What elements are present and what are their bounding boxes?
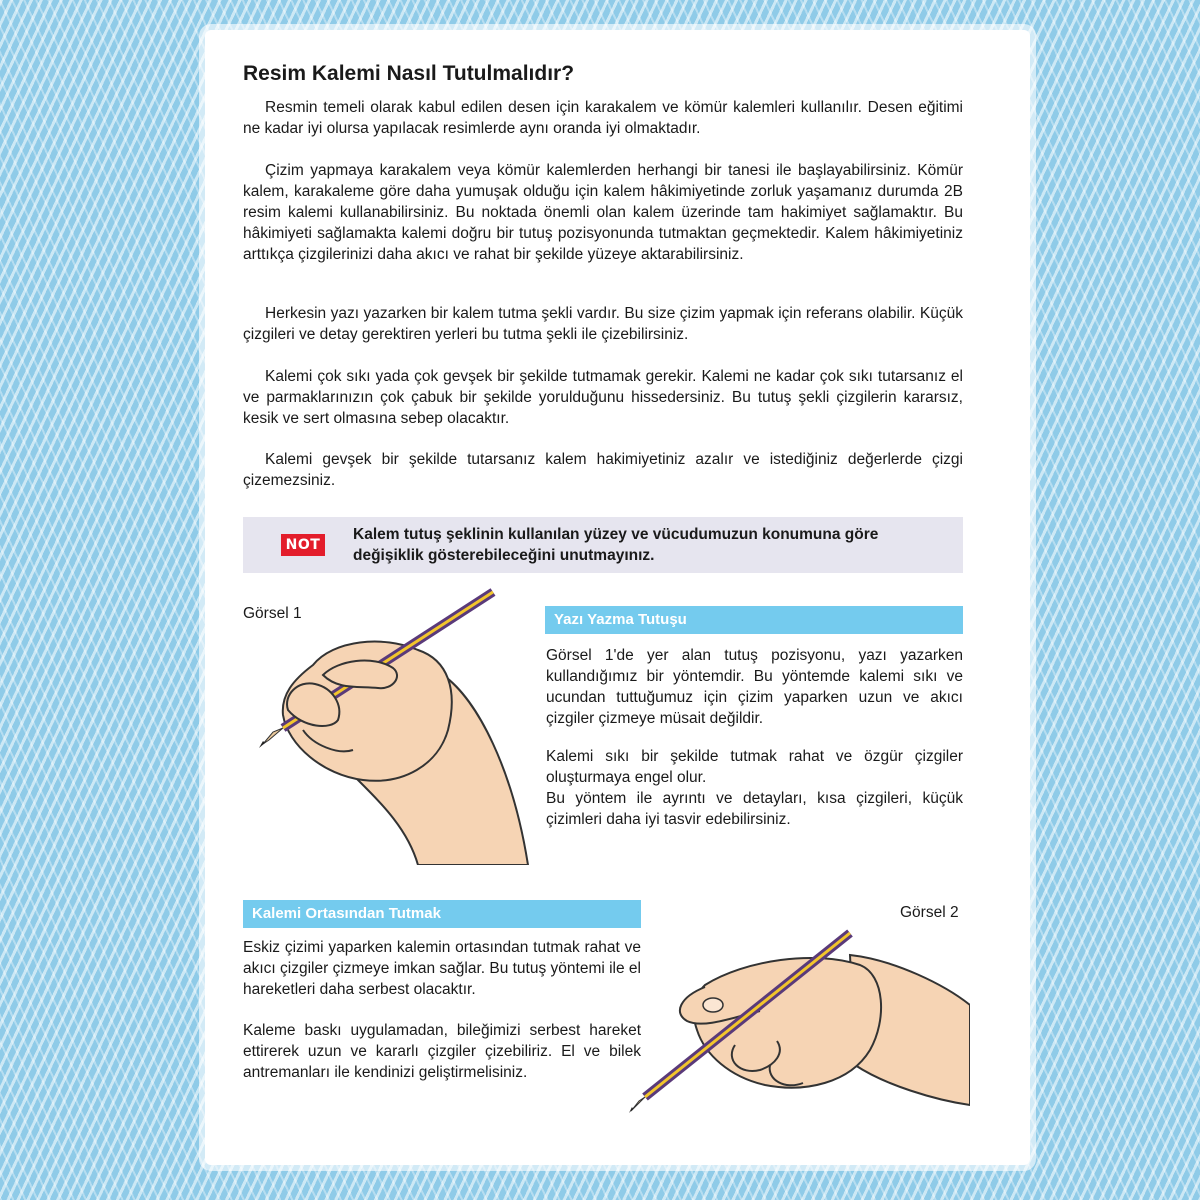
note-text: Kalem tutuş şeklinin kullanılan yüzey ve vücudumuzun konumuna göre değişiklik gösterebileceğini unutmayınız. (353, 526, 879, 564)
figure-1-text-c: Bu yöntem ile ayrıntı ve detayları, kısa çizgileri, küçük çizimleri daha iyi tasvir edebilirsiniz. (546, 790, 963, 828)
paragraph-3: Herkesin yazı yazarken bir kalem tutma şekli vardır. Bu size çizim yapmak için referans olabilir. Küçük çizgileri ve detay gerektiren yerleri bu tutma şekli ile çizebilirsiniz. (243, 305, 963, 343)
figure-2-text-b: Kaleme baskı uygulamadan, bileğimizi serbest hareket ettirerek uzun ve kararlı çizgiler çizebiliriz. El ve bilek antremanları ile kendinizi geliştirmelisiniz. (243, 1022, 641, 1081)
section-title-middle-grip: Kalemi Ortasından Tutmak (243, 900, 641, 928)
paragraph-4: Kalemi çok sıkı yada çok gevşek bir şekilde tutmamak gerekir. Kalemi ne kadar çok sıkı tutarsanız el ve parmaklarınızın çok çabuk bir şekilde yorulduğunu hissedersiniz. Bu tutuş şekli çizgilerin kararsız, kesik ve sert olmasına sebep olacaktır. (243, 368, 963, 427)
figure-1-text-a: Görsel 1'de yer alan tutuş pozisyonu, yazı yazarken kullandığımız bir yöntemdir. Bu yöntemde kalemi sıkı ve ucundan tuttuğumuz için çizim yaparken uzun ve akıcı çizgiler çizmeye müsait değildir. (546, 647, 963, 727)
section-title-writing-grip: Yazı Yazma Tutuşu (545, 606, 963, 634)
paragraph-2: Çizim yapmaya karakalem veya kömür kalemlerden herhangi bir tanesi ile başlayabilirsiniz. Kömür kalem, karakaleme göre daha yumuşak olduğu için kalem hâkimiyetinde zorluk yaşamanız durumda 2B resim kalemi kullanabilirsiniz. Bu noktada önemli olan kalem üzerinde tam hakimiyet sağlamaktır. Bu hâkimiyeti sağlamakta kalemi doğru bir tutuş pozisyonunda tutmaktan geçmektedir. Kalem hâkimiyetiniz arttıkça çizgilerinizi daha akıcı ve rahat bir şekilde yüzeye aktarabilirsiniz. (243, 162, 963, 263)
figure-2-caption: Görsel 2 (900, 904, 959, 921)
paragraph-1: Resmin temeli olarak kabul edilen desen için karakalem ve kömür kalemleri kullanılır. Desen eğitimi ne kadar iyi olursa yapılacak resimlerde aynı oranda iyi olmaktadır. (243, 99, 963, 137)
hand-writing-grip-illustration (243, 580, 543, 865)
figure-1-caption: Görsel 1 (243, 605, 302, 622)
figure-1-text-b: Kalemi sıkı bir şekilde tutmak rahat ve özgür çizgiler oluşturmaya engel olur. (546, 748, 963, 786)
hand-middle-grip-illustration (625, 925, 970, 1115)
paragraph-5: Kalemi gevşek bir şekilde tutarsanız kalem hakimiyetiniz azalır ve istediğiniz değerlerde çizgi çizemezsiniz. (243, 451, 963, 489)
figure-2-text-a: Eskiz çizimi yaparken kalemin ortasından tutmak rahat ve akıcı çizgiler çizmeye imkan sağlar. Bu tutuş yöntemi ile el hareketleri daha serbest olacaktır. (243, 939, 641, 998)
note-box (243, 517, 963, 573)
note-badge: NOT (281, 534, 325, 556)
page-title: Resim Kalemi Nasıl Tutulmalıdır? (243, 62, 575, 85)
